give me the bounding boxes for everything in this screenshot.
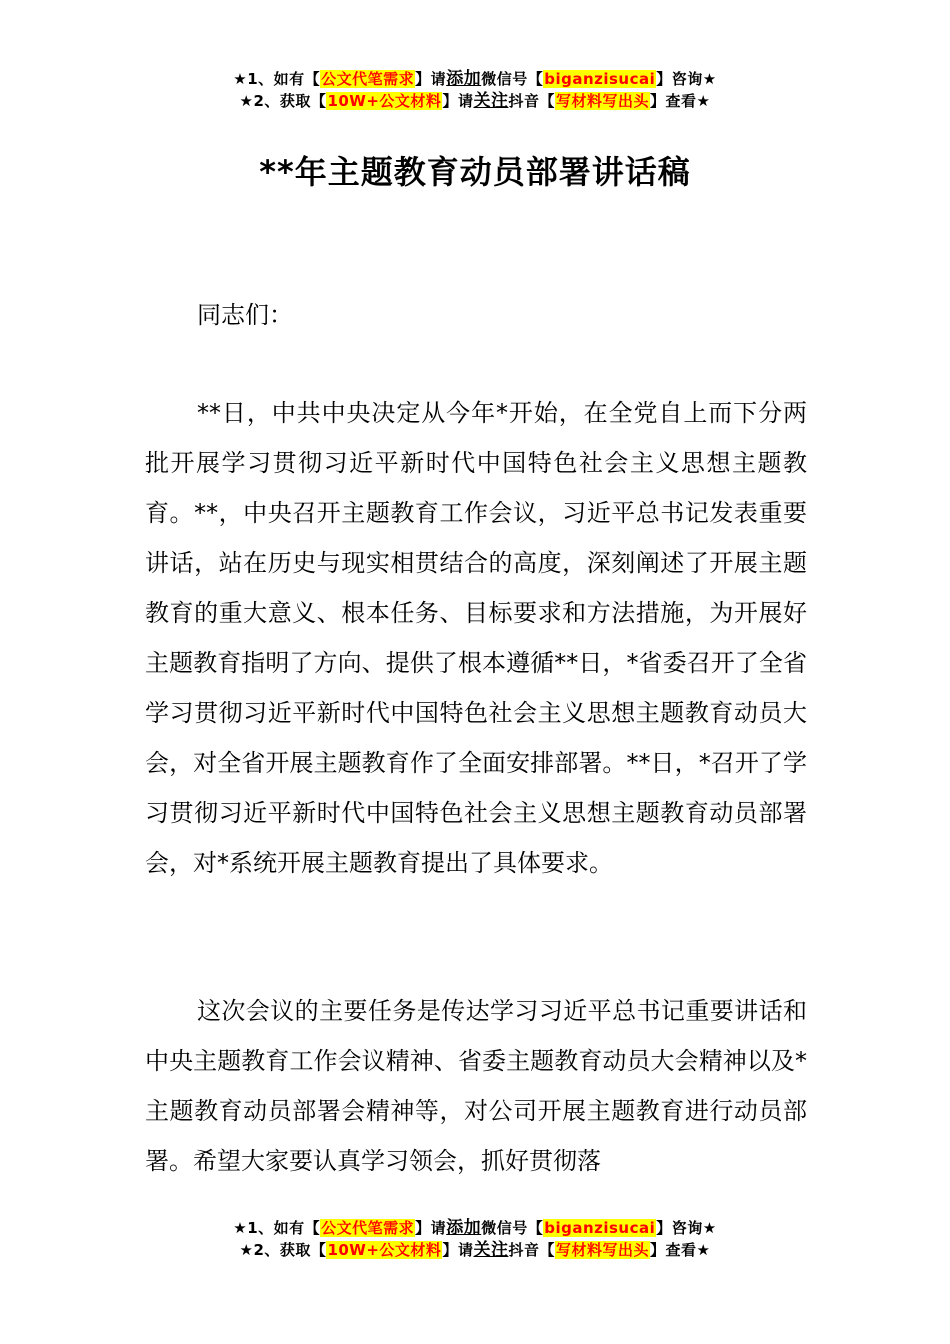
banner-text: ★1、如有【 [233,70,321,88]
banner-text: 】请 [442,92,474,110]
banner-line-2 [0,90,950,112]
banner-highlight-wechat-id: biganzisucai [544,1219,656,1237]
document-title: **年主题教育动员部署讲话稿 [259,153,691,191]
banner-highlight-materials: 10W+公文材料 [327,92,442,110]
banner-underlined-text: 关注 [473,1240,509,1260]
banner-line-1 [0,68,950,90]
banner-text: 微信号【 [481,70,544,88]
banner-text: ★1、如有【 [233,1219,321,1237]
banner-highlight-wechat-id: biganzisucai [544,70,656,88]
banner-underlined-text: 添加 [446,69,482,89]
paragraph-2: 这次会议的主要任务是传达学习习近平总书记重要讲话和中央主题教育工作会议精神、省委主题教育动员大会精神以及*主题教育动员部署会精神等，对公司开展主题教育进行动员部署。希望大家要认真学习领会，抓好贯彻落 [145,997,807,1175]
banner-text: 】请 [415,70,447,88]
banner-text: 】请 [415,1219,447,1237]
banner-line-1 [0,1217,950,1239]
top-banner [0,68,950,112]
banner-text: ★2、获取【 [239,1241,327,1259]
banner-highlight-materials: 10W+公文材料 [327,1241,442,1259]
banner-text: 】咨询★ [656,1219,717,1237]
banner-text: 】查看★ [649,92,711,110]
bottom-banner [0,1217,950,1261]
banner-line-2 [0,1239,950,1261]
salutation: 同志们： [197,301,293,329]
banner-underlined-text: 添加 [446,1218,482,1238]
banner-highlight-service: 公文代笔需求 [321,70,415,88]
banner-text: 】查看★ [649,1241,711,1259]
banner-highlight-service: 公文代笔需求 [321,1219,415,1237]
banner-text: 抖音【 [508,92,555,110]
banner-text: 抖音【 [508,1241,555,1259]
banner-text: 】请 [442,1241,474,1259]
banner-highlight-douyin-id: 写材料写出头 [555,1241,649,1259]
banner-text: 微信号【 [481,1219,544,1237]
banner-underlined-text: 关注 [473,91,509,111]
paragraph-1: **日，中共中央决定从今年*开始，在全党自上而下分两批开展学习贯彻习近平新时代中国特色社会主义思想主题教育。**，中央召开主题教育工作会议，习近平总书记发表重要讲话，站在历史与现实相贯结合的高度，深刻阐述了开展主题教育的重大意义、根本任务、目标要求和方法措施，为开展好主题教育指明了方向、提供了根本遵循**日，*省委召开了全省学习贯彻习近平新时代中国特色社会主义思想主题教育动员大会，对全省开展主题教育作了全面安排部署。**日，*召开了学习贯彻习近平新时代中国特色社会主义思想主题教育动员部署会，对*系统开展主题教育提出了具体要求。 [145,399,807,877]
banner-text: ★2、获取【 [239,92,327,110]
banner-highlight-douyin-id: 写材料写出头 [555,92,649,110]
banner-text: 】咨询★ [656,70,717,88]
